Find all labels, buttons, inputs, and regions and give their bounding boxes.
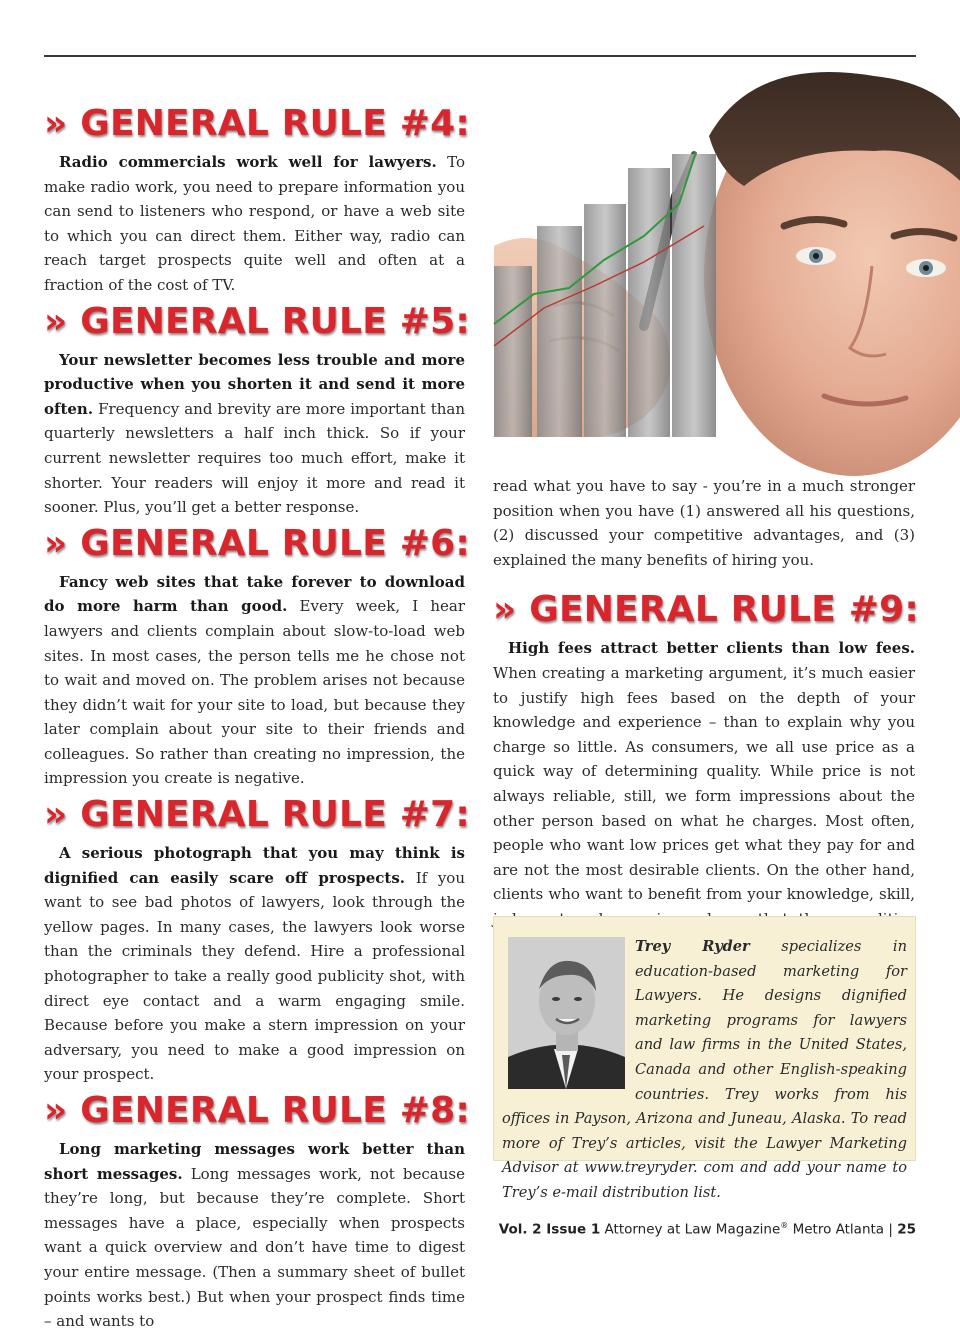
page-footer — [499, 1221, 916, 1238]
rule-4-heading: » GENERAL RULE #4: — [44, 103, 470, 144]
man-drawing-chart-photo — [494, 76, 960, 437]
author-bio-box — [493, 916, 916, 1201]
author-headshot — [508, 937, 625, 1089]
rule-7-lead: A serious photograph that you may think is dignified can easily scare off prospects. — [44, 844, 465, 887]
rule-6-body: Every week, I hear lawyers and clients complain about slow-to-load web sites. In most cases, the person tells me he chose not to wait and moved on. The problem arises not because they didn’t wait for your site to load, but because they later complain about your site to their friends and colleagues. So rather than creating no impression, the impression you create is negative. — [44, 597, 465, 788]
footer-edition: Metro Atlanta | — [788, 1221, 898, 1238]
rule-8-paragraph — [44, 1137, 465, 1334]
footer-volume: Vol. 2 Issue 1 — [498, 1221, 601, 1238]
rule-9-lead: High fees attract better clients than low fees. — [508, 639, 915, 658]
rule-6-lead: Fancy web sites that take forever to download do more harm than good. — [44, 572, 465, 616]
rule-7-heading: » GENERAL RULE #7: — [44, 794, 470, 836]
rule-7-body: If you want to see bad photos of lawyers, look through the yellow pages. In many cases, the lawyers look worse than the criminals they defend. Hire a professional photographer to take a really good publicity shot, with direct eye contact and a warm engaging smile. Because before you make a stern impression on your adversary, you need to make a good impression on your prospect. — [44, 868, 465, 1084]
author-headshot-illustration — [508, 937, 625, 1089]
registered-mark: ® — [780, 1221, 789, 1230]
rule-4-paragraph — [44, 150, 465, 298]
chart-photo-illustration — [494, 76, 960, 437]
rule-6-paragraph — [44, 570, 465, 791]
rule-7-paragraph — [44, 841, 465, 1087]
left-column — [44, 103, 470, 1338]
page-number: 25 — [897, 1221, 916, 1238]
rule-8-body: Long messages work, not because they’re long, but because they’re complete. Short messages have a place, especially when prospects want a quick overview and don’t have time to digest your entire message. (Then a summary sheet of bullet points works best.) But when your prospect finds time – and wants to — [44, 1164, 465, 1331]
rule-4-body: To make radio work, you need to prepare information you can send to listeners who respond, or have a web site to which you can direct them. Either way, radio can reach target prospects quite well and often at a fraction of the cost of TV. — [44, 153, 465, 294]
rule-9-paragraph — [493, 636, 915, 956]
rule-5-lead: Your newsletter becomes less trouble and more productive when you shorten it and send it more often. — [44, 350, 465, 418]
author-bio-body: specializes in education-based marketing for Lawyers. He designs dignified marketing programs for lawyers and law firms in the United States, Canada and other English-speaking countries. Trey works from his offices in Payson, Arizona and Juneau, Alaska. To read more of Trey’s articles, visit the Lawyer Marketing Advisor at www.treyryder. com and add your name to Trey’s e-mail distribution list. — [502, 938, 907, 1201]
right-column — [493, 474, 919, 960]
rule-8-lead: Long marketing messages work better than short messages. — [44, 1140, 465, 1183]
rule-5-paragraph — [44, 348, 465, 520]
rule-9-heading: » GENERAL RULE #9: — [493, 589, 919, 631]
rule-5-heading: » GENERAL RULE #5: — [44, 300, 470, 342]
author-name: Trey Ryder — [635, 938, 750, 955]
rule-5-body: Frequency and brevity are more important than quarterly newsletters a half inch thick. So if your current newsletter requires too much effort, make it shorter. Your readers will enjoy it more and read it sooner. Plus, you’ll get a better response. — [44, 399, 465, 517]
rule-9-body: When creating a marketing argument, it’s much easier to justify high fees based on the depth of your knowledge and experience – than to explain why you charge so little. As consumers, we all use price as a quick way of determining quality. While price is not always reliable, still, we form impressions about the other person based on what he charges. Most often, people who want low prices get what they pay for and are not the most desirable clients. On the other hand, clients who want to benefit from your knowledge, skill, — [493, 663, 915, 904]
rule-8-continuation: read what you have to say - you’re in a much stronger position when you have (1) answered all his questions, (2) discussed your competitive advantages, and (3) explained the many benefits of hiring you. — [493, 477, 915, 569]
rule-6-heading: » GENERAL RULE #6: — [44, 522, 470, 564]
rule-8-heading: » GENERAL RULE #8: — [44, 1090, 470, 1131]
rule-4-lead: Radio commercials work well for lawyers. — [59, 153, 437, 171]
top-rule — [44, 55, 916, 57]
footer-magazine: Attorney at Law Magazine — [600, 1221, 781, 1238]
